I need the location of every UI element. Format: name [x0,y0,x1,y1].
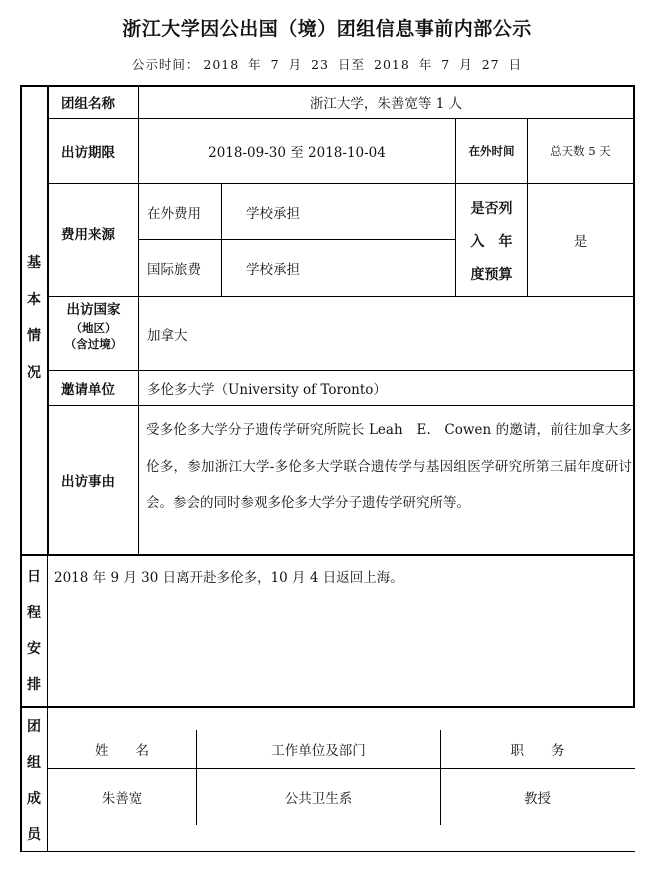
section-char: 安 [27,641,41,657]
dateline-year-unit-start: 年 [248,57,262,72]
dateline-year-end: 2018 [374,57,410,72]
intl-travel-value: 学校承担 [246,262,300,278]
country-label [49,300,138,352]
group-name-value: 浙江大学，朱善宽等 1 人 [309,96,463,112]
row-line-5 [47,405,634,406]
budget-value: 是 [573,234,588,250]
dateline-month-unit-end: 月 [459,57,473,72]
abroad-cost-label: 在外费用 [147,205,201,222]
table-border-bottom [20,851,635,852]
group-name-label: 团组名称 [61,96,115,112]
country-label-sub2: （含过境） [64,337,123,351]
members-header-unit: 工作单位及部门 [271,743,366,759]
budget-label-line: 是否列 [470,200,513,217]
abroad-time-label: 在外时间 [468,144,515,158]
dateline-prefix: 公示时间： [131,57,200,72]
section-char: 本 [27,291,41,308]
dateline-year-start: 2018 [203,57,240,72]
budget-label-line: 入 年 [470,233,513,250]
publish-period [0,55,654,73]
members-header-name: 姓 名 [95,743,149,759]
reason-label: 出访事由 [61,474,115,490]
dateline-month-unit-start: 月 [288,57,303,72]
dateline-day-unit-start: 日至 [338,57,366,72]
section-char: 组 [27,755,41,771]
funding-label: 费用来源 [61,227,115,243]
section-char: 基 [27,255,41,271]
section-divider-basic [20,554,635,556]
intl-travel-label: 国际旅费 [147,262,201,278]
section-divider-schedule [20,706,635,708]
period-label: 出访期限 [61,145,115,161]
member-name: 朱善宽 [101,791,143,807]
country-value: 加拿大 [147,327,188,344]
section-label-basic [21,252,47,382]
dateline-month-end: 7 [441,57,451,72]
funding-sub-col-line [221,183,222,296]
inviter-value: 多伦多大学（University of Toronto） [147,382,387,398]
page-title: 浙江大学因公出国（境）团组信息事前内部公示 [122,18,532,40]
section-char: 程 [27,605,41,621]
abroad-cost-value: 学校承担 [246,205,300,222]
section-char: 日 [27,569,41,585]
budget-label-line: 度预算 [470,267,513,284]
schedule-text: 2018 年 9 月 30 日离开赴多伦多，10 月 4 日返回上海。 [54,570,404,586]
dateline-day-unit-end: 日 [508,57,523,72]
abroad-time-value: 总天数 5 天 [550,144,611,158]
reason-value: 受多伦多大学分子遗传学研究所院长 Leah E. Cowen 的邀请，前往加拿大多伦多，参加浙江大学-多伦多大学联合遗传学与基因组医学研究所第三届年度研讨会。参会的同时参观多伦多大学分子遗传学研究所等。 [146,422,632,511]
inviter-label: 邀请单位 [61,382,115,398]
table-border-right [633,85,635,707]
budget-label [456,191,527,291]
row-line-3 [47,296,634,297]
country-label-sub1: （地区） [70,321,117,335]
section-char: 员 [27,827,41,843]
section-label-schedule [21,566,47,694]
country-label-main: 出访国家 [66,302,121,318]
dateline-year-unit-end: 年 [418,57,433,72]
section-char: 况 [27,364,41,381]
section-char: 情 [27,328,41,345]
section-char: 排 [27,677,41,693]
schedule-col-divider [47,554,48,706]
section-char: 成 [27,791,41,807]
dateline-day-start: 23 [311,57,330,72]
dateline-day-end: 27 [481,57,500,72]
section-char: 团 [27,719,41,735]
section-label-members [21,716,47,844]
member-title: 教授 [524,791,551,807]
dateline-month-start: 7 [270,57,280,72]
members-header-title: 职 务 [510,743,565,759]
period-value: 2018-09-30 至 2018-10-04 [208,145,386,161]
member-unit: 公共卫生系 [284,791,353,807]
